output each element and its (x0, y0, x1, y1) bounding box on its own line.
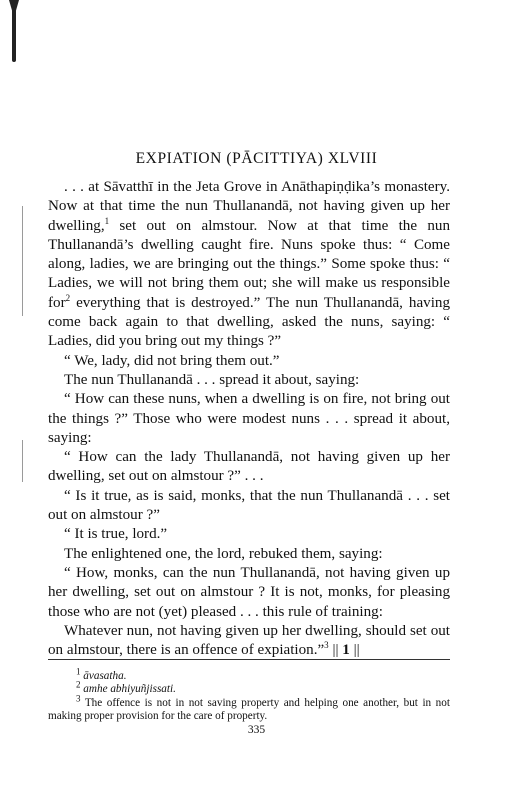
footnotes (48, 666, 450, 724)
margin-line (22, 440, 23, 482)
paragraph: The nun Thullanandā . . . spread it about, saying: (64, 371, 360, 388)
paragraph: “ We, lady, did not bring them out.” (64, 352, 280, 369)
footnote-mark: 3 (324, 640, 329, 651)
paragraph: “ How, monks, can the nun Thullanandā, not having given up her dwelling, set out on almstour ? It is not, monks, for pleasing those who are not (yet) pleased . . . this rule of training: (48, 564, 450, 620)
footnote-mark: 2 (65, 292, 71, 303)
footnote-divider (48, 659, 450, 660)
page-number: 335 (247, 724, 266, 736)
footnote: $^1$ āvasatha. (76, 666, 127, 682)
rule-paragraph: Whatever nun, not having given up her dwelling, should set out on almstour, there is an offence of expiation.”$^3$ || 1 || (48, 622, 450, 659)
paragraph: “ Is it true, as is said, monks, that the nun Thullanandā . . . set out on almstour ?” (48, 487, 450, 524)
paragraph: “ It is true, lord.” (64, 526, 168, 543)
paragraph: “ How can the lady Thullanandā, not having given up her dwelling, set out on almstour ?” . . . (48, 449, 450, 485)
paragraph: “ How can these nuns, when a dwelling is on fire, not bring out the things ?” Those who were modest nuns . . . spread it about, saying: (48, 391, 450, 446)
rule-number: 1 (342, 642, 350, 659)
footnote: $^3$ The offence is not in not saving property and helping one another, but in not making proper provision for the care of property. (48, 693, 450, 723)
footnote-mark: 1 (104, 215, 110, 226)
margin-line (22, 206, 23, 316)
paragraph: The enlightened one, the lord, rebuked them, saying: (64, 545, 383, 562)
binding-mark (12, 0, 16, 62)
footnote: $^2$ amhe abhiyuñjissati. (76, 679, 176, 696)
body-text (48, 178, 450, 660)
paragraph: . . . at Sāvatthī in the Jeta Grove in Anāthapiṇḍika’s monastery. Now at that time the nun Thullanandā, not having given up her dwelling,$^1$ set out on almstour. Now at that time the nun Thullanandā’s dwelling caught fire. Nuns spoke thus: “ Come along, ladies, we are bringing out the things.” Some spoke thus: “ Ladies, we will not bring them out; she will make us responsible for$^2$ everything that is destroyed.” The nun Thullanandā, having come back again to that dwelling, asked the nuns, saying: “ Ladies, did you bring out my things ?” (48, 179, 450, 350)
page-heading: EXPIATION (PĀCITTIYA) XLVIII (135, 150, 378, 167)
